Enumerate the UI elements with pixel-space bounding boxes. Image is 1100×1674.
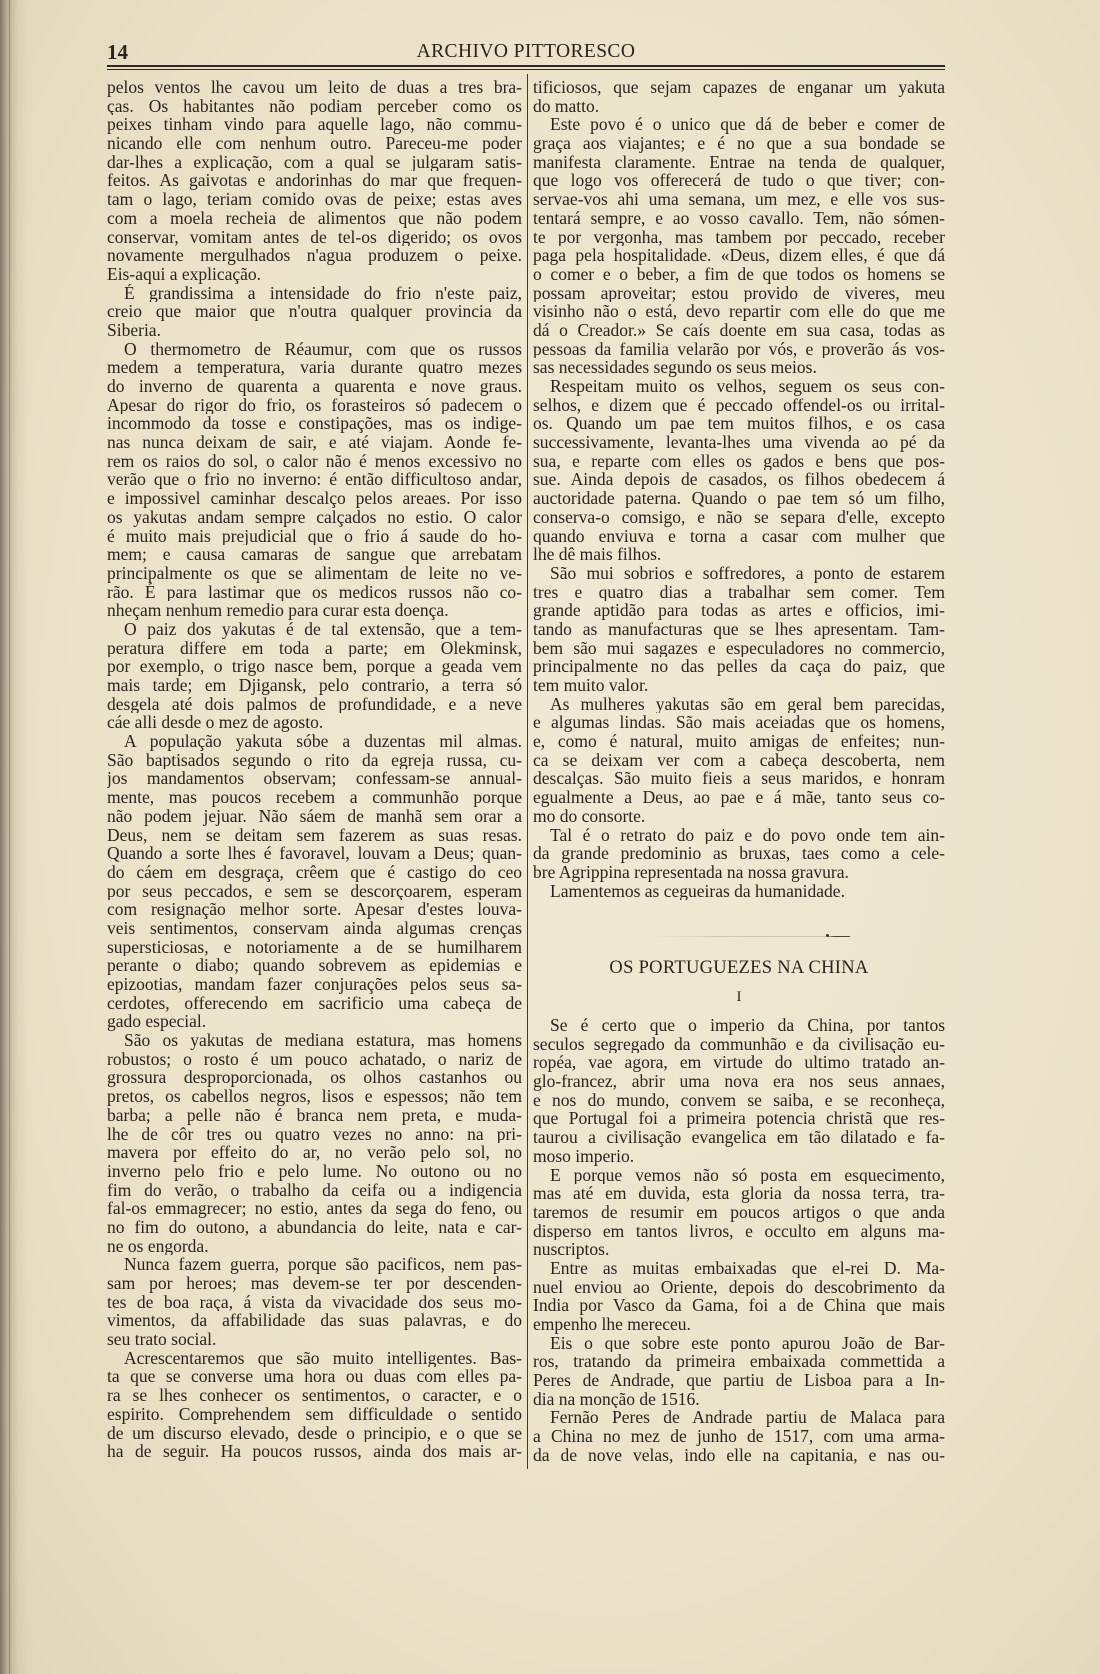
text-line: Eis-aqui a explicação. <box>107 264 262 284</box>
text-line: Deus, nem se deitam sem fazerem as suas resas. <box>107 825 522 845</box>
text-line: dar-lhes a explicação, com a qual se julgaram satis- <box>107 152 522 172</box>
text-line: do matto. <box>533 96 600 116</box>
text-line: dá o Creador.» Se caís doente em sua casa, todas as <box>533 320 945 340</box>
text-line: cerdotes, offerecendo em sacrificio uma cabeça de <box>107 993 522 1013</box>
text-line: India por Vasco da Gama, foi a de China que mais <box>533 1296 945 1315</box>
text-line: tando as manufacturas que se lhes apresentam. Tam- <box>533 619 945 639</box>
text-line: taremos de resumir em poucos artigos o que anda <box>533 1202 945 1222</box>
text-line: auctoridade paterna. Quando o pae tem só um filho, <box>533 489 945 508</box>
text-line: manifesta claramente. Entrae na tenda de qualquer, <box>533 152 945 172</box>
text-line: sam por heroes; mas devem-se ter por descenden- <box>107 1274 522 1293</box>
text-line: Siberia. <box>107 320 161 340</box>
running-title: ARCHIVO PITTORESCO <box>416 41 636 62</box>
text-line: não podem jejuar. Não sáem de manhã sem orar a <box>107 806 522 826</box>
paragraph <box>533 115 945 377</box>
text-line: e, como é natural, muito amigas de enfeites; nun- <box>533 732 945 751</box>
column-divider <box>527 74 528 1469</box>
paragraph <box>107 1349 522 1461</box>
text-line: egualmente a Deus, ao pae e á mãe, tanto seus co- <box>533 788 945 807</box>
text-line: conserva-o comsigo, e não se separa d'elle, excepto <box>533 507 945 527</box>
text-line: da de nove velas, indo elle na capitania, e nas ou- <box>533 1445 945 1465</box>
text-line: ne os engorda. <box>107 1236 209 1256</box>
text-line: tem muito valor. <box>533 676 649 695</box>
text-line: Tal é o retrato do paiz e do povo onde tem ain- <box>550 825 945 845</box>
text-line: Eis o que sobre este ponto apurou João de Bar- <box>550 1333 945 1353</box>
section-separator <box>650 936 850 937</box>
paragraph <box>107 340 522 620</box>
text-line: Peres de Andrade, que partiu de Lisboa para a In- <box>533 1371 945 1390</box>
text-line: incommodo da tosse e constipações, mas os indige- <box>107 414 522 434</box>
text-line: te por vergonha, mas tambem por peccado, receber <box>533 227 945 247</box>
paragraph <box>533 377 945 564</box>
text-line: a China no mez de junho de 1517, com uma arma- <box>533 1427 945 1446</box>
text-line: As mulheres yakutas são em geral bem parecidas, <box>550 694 945 714</box>
text-line: empenho lhe mereceu. <box>533 1315 691 1334</box>
text-line: graça aos viajantes; e é no que a sua bondade se <box>533 134 945 153</box>
text-line: possam aproveitar; estou provido de viveres, meu <box>533 283 945 303</box>
running-head <box>107 40 945 64</box>
article-body <box>533 1016 945 1465</box>
text-line: e impossivel caminhar descalço pelos areaes. Por isso <box>107 489 522 508</box>
text-line: medem a temperatura, varia durante quatro mezes <box>107 358 522 377</box>
page-number: 14 <box>107 40 128 64</box>
text-line: pessoas da familia velarão por vós, e proverão ás vos- <box>533 339 945 359</box>
text-line: pelos ventos lhe cavou um leito de duas a tres bra- <box>107 78 522 97</box>
text-line: cáe alli desde o mez de agosto. <box>107 713 324 733</box>
text-line: fim do verão, o trabalho da ceifa ou a indigencia <box>107 1180 522 1200</box>
text-line: rão. É para lastimar que os medicos russos não co- <box>107 582 522 602</box>
text-line: dia na monção de 1516. <box>533 1389 700 1409</box>
text-line: ra se lhes conhecer os sentimentos, o caracter, e o <box>107 1386 522 1405</box>
text-line: que Portugal foi a primeira potencia christã que res- <box>533 1109 945 1129</box>
paragraph <box>533 1016 945 1166</box>
text-line: São baptisados segundo o rito da egreja russa, cu- <box>107 750 522 770</box>
paragraph <box>533 1408 945 1464</box>
text-line: sue. Ainda depois de casados, os filhos obedecem á <box>533 470 945 490</box>
text-line: perante o diabo; quando sobrevem as epidemias e <box>107 956 522 975</box>
text-line: servae-vos ahi uma semana, um mez, e elle vos sus- <box>533 190 945 209</box>
text-line: nas nunca deixam de sair, e até viajam. Aonde fe- <box>107 433 522 452</box>
text-line: O thermometro de Réaumur, com que os russos <box>124 339 522 359</box>
text-line: epizootias, mandam fazer conjurações pelos seus sa- <box>107 975 522 994</box>
text-line: robustos; o rosto é um pouco achatado, o nariz de <box>107 1049 522 1069</box>
text-line: São os yakutas de mediana estatura, mas homens <box>124 1031 522 1050</box>
text-line: É grandissima a intensidade do frio n'este paiz, <box>124 283 522 303</box>
text-line: Se é certo que o imperio da China, por tantos <box>550 1016 945 1035</box>
text-line: tificiosos, que sejam capazes de enganar um yakuta <box>533 78 945 97</box>
text-line: creio que maior que n'outra qualquer provincia da <box>107 302 522 321</box>
text-line: glo-francez, abrir uma nova era nos seus annaes, <box>533 1072 945 1091</box>
text-line: descalças. São muito fieis a seus maridos, e honram <box>533 769 945 789</box>
text-line: Nunca fazem guerra, porque são pacificos, nem pas- <box>124 1255 522 1274</box>
paragraph <box>107 78 522 284</box>
text-line: nicando elle com nenhum outro. Pareceu-me poder <box>107 134 522 153</box>
text-line: quando enviuva e torna a casar com mulher que <box>533 526 945 546</box>
paragraph <box>533 78 945 115</box>
text-line: mais tarde; em Djigansk, pelo contrario, a terra só <box>107 676 522 695</box>
paragraph <box>107 620 522 732</box>
text-line: tres e quatro dias a trabalhar sem comer. Tem <box>533 582 945 602</box>
text-line: jos mandamentos observam; confessam-se annual- <box>107 769 522 789</box>
text-line: o comer e o beber, a fim de que todos os homens se <box>533 264 945 284</box>
text-line: feitos. As gaivotas e andorinhas do mar que frequen- <box>107 171 522 191</box>
text-line: inverno pelo frio e pelo lume. No outono ou no <box>107 1161 522 1181</box>
text-line: sas necessidades segundo os seus meios. <box>533 358 817 377</box>
text-line: no fim do outono, a abundancia do leite, nata e car- <box>107 1217 522 1237</box>
text-line: nuscriptos. <box>533 1240 610 1259</box>
paragraph <box>533 564 945 695</box>
text-line: mavera por effeito do ar, no verão pelo sol, no <box>107 1143 522 1162</box>
text-line: fal-os emmagrecer; no estio, antes da sega do feno, ou <box>107 1199 522 1218</box>
separator-ornament <box>826 934 829 937</box>
text-line: moso imperio. <box>533 1146 635 1166</box>
text-line: e algumas lindas. São mais aceiadas que os homens, <box>533 713 945 733</box>
text-line: barba; a pelle não é branca nem preta, e muda- <box>107 1105 522 1125</box>
text-line: principalmente no das pelles da caça do paiz, que <box>533 657 945 676</box>
article-title: OS PORTUGUEZES NA CHINA <box>609 958 869 978</box>
text-line: bre Agrippina representada na nossa gravura. <box>533 862 849 882</box>
text-line: vimentos, da affabilidade das suas palavras, e do <box>107 1311 522 1331</box>
text-line: gado especial. <box>107 1012 207 1032</box>
text-line: seculos segregado da communhão e da civilisação eu- <box>533 1034 945 1054</box>
text-line: ropéa, vae agora, em virtude do ultimo tratado an- <box>533 1053 945 1073</box>
text-line: os yakutas andam sempre calçados no estio. O calor <box>107 507 522 527</box>
text-line: bem são mui sagazes e especuladores no commercio, <box>533 638 945 658</box>
text-line: Apesar do rigor do frio, os forasteiros só padecem o <box>107 395 522 415</box>
text-line: espirito. Comprehendem sem difficuldade o sentido <box>107 1404 522 1424</box>
text-line: nheçam nenhum remedio para curar esta doença. <box>107 601 449 620</box>
text-line: mente, mas poucos recebem a communhão porque <box>107 788 522 807</box>
text-line: Quando a sorte lhes é favoravel, louvam a Deus; quan- <box>107 844 522 863</box>
text-line: grossura desproporcionada, os olhos castanhos ou <box>107 1068 522 1088</box>
text-line: supersticiosas, e notoriamente a de se humilharem <box>107 937 522 957</box>
text-line: por exemplo, o trigo nasce bem, porque a geada vem <box>107 657 522 676</box>
paragraph <box>107 1031 522 1255</box>
text-line: lhe dê mais filhos. <box>533 545 662 564</box>
text-line: principalmente os que se alimentam de leite no ve- <box>107 563 522 583</box>
text-line: selhos, e dizem que é peccado offendel-os ou irrital- <box>533 395 945 415</box>
article-section-number: I <box>736 989 742 1005</box>
text-line: de um discurso elevado, desde o principio, e o que se <box>107 1423 522 1443</box>
paragraph <box>533 1259 945 1334</box>
paragraph <box>533 1334 945 1409</box>
text-line: verão que o frio no inverno: é então difficultoso andar, <box>107 470 522 490</box>
header-rule <box>107 65 945 70</box>
text-line: São mui sobrios e soffredores, a ponto de estarem <box>550 563 945 583</box>
text-line: com a moela recheia de alimentos que não podem <box>107 208 522 228</box>
text-line: conservar, vomitam antes de tel-os digerido; os ovos <box>107 227 522 247</box>
text-line: grande aptidão para todas as artes e officios, imi- <box>533 601 945 620</box>
right-column <box>533 78 945 900</box>
text-line: ha de seguir. Ha poucos russos, ainda dos mais ar- <box>107 1442 522 1461</box>
text-line: O paiz dos yakutas é de tal extensão, que a tem- <box>124 619 522 639</box>
text-line: tentará sempre, e ao vosso cavallo. Tem, não sómen- <box>533 208 945 228</box>
text-line: pretos, os cabellos negros, lisos e espessos; não tem <box>107 1087 522 1106</box>
text-line: por seus peccados, e sem se descorçoarem, esperam <box>107 881 522 901</box>
text-line: Entre as muitas embaixadas que el-rei D. Ma- <box>550 1258 945 1278</box>
text-line: é muito mais prejudicial que o frio á saude do ho- <box>107 526 522 546</box>
text-line: novamente mergulhados n'agua produzem o peixe. <box>107 246 522 265</box>
text-line: peixes tinham vindo para aquelle lago, não commu- <box>107 115 522 135</box>
text-line: que logo vos offerecerá de tudo o que tiver; con- <box>533 171 945 191</box>
text-line: successivamente, levanta-lhes uma vivenda ao pé da <box>533 433 945 452</box>
text-line: taurou a civilisação evangelica em tão dilatado e fa- <box>533 1128 945 1147</box>
paragraph <box>107 732 522 1031</box>
text-line: do cáem em desgraça, crêem que é castigo do ceo <box>107 862 522 882</box>
text-line: Fernão Peres de Andrade partiu de Malaca para <box>550 1408 945 1428</box>
text-line: visinho não o está, devo repartir com elle do que me <box>533 302 945 321</box>
text-line: ta que se converse uma hora ou duas com elles pa- <box>107 1367 522 1387</box>
paragraph <box>107 284 522 340</box>
text-line: Lamentemos as cegueiras da humanidade. <box>550 881 845 901</box>
text-line: tes de boa raça, á vista da vivacidade dos seus mo- <box>107 1292 522 1312</box>
text-line: desgela até dois palmos de profundidade, e a neve <box>107 694 522 714</box>
text-line: Respeitam muito os velhos, seguem os seus con- <box>550 377 945 396</box>
text-line: peratura differe em toda a parte; em Olekminsk, <box>107 638 522 658</box>
text-line: tam o lago, teriam comido ovas de peixe; estas aves <box>107 190 522 209</box>
paragraph <box>533 1166 945 1259</box>
left-column <box>107 78 522 1461</box>
text-line: sua, e reparte com elles os gados e bens que pos- <box>533 451 945 471</box>
text-line: ças. Os habitantes não podiam perceber como os <box>107 96 522 116</box>
text-line: rem os raios do sol, o calor não é menos excessivo no <box>107 451 522 471</box>
binding-shadow <box>9 0 10 1674</box>
text-line: seu trato social. <box>107 1330 217 1349</box>
text-line: A população yakuta sóbe a duzentas mil almas. <box>124 732 522 751</box>
text-line: do inverno de quarenta a quarenta e nove graus. <box>107 377 522 396</box>
text-line: com resignação melhor sorte. Apesar d'estes louva- <box>107 900 522 919</box>
text-line: veis sentimentos, conservam ainda algumas crenças <box>107 918 522 938</box>
text-line: mas até em duvida, esta gloria da nossa terra, tra- <box>533 1184 945 1203</box>
text-line: mem; e causa camaras de sangue que arrebatam <box>107 545 522 564</box>
paragraph <box>107 1255 522 1348</box>
text-line: Acrescentaremos que são muito intelligentes. Bas- <box>124 1348 522 1368</box>
text-line: Este povo é o unico que dá de beber e comer de <box>550 115 945 135</box>
paragraph <box>533 695 945 826</box>
text-line: disperso em tantos livros, e occulto em alguns ma- <box>533 1221 945 1241</box>
text-line: os. Quando um pae tem muitos filhos, e os casa <box>533 414 945 434</box>
paragraph <box>533 882 945 901</box>
text-line: E porque vemos não só posta em esquecimento, <box>550 1165 945 1185</box>
text-line: lhe de côr tres ou quatro vezes no anno: na pri- <box>107 1124 522 1144</box>
text-line: paga pela hospitalidade. «Deus, dizem elles, é que dá <box>533 246 945 265</box>
text-line: ros, tratando da primeira embaixada commettida a <box>533 1352 945 1372</box>
paragraph <box>533 826 945 882</box>
text-line: da grande predominio as bruxas, taes como a cele- <box>533 844 945 863</box>
text-line: e nos do mundo, convem se saiba, e se reconheça, <box>533 1090 945 1110</box>
text-line: mo do consorte. <box>533 806 646 826</box>
text-line: nuel enviou ao Oriente, depois do descobrimento da <box>533 1277 945 1297</box>
text-line: ca se deixam ver com a cabeça descoberta, nem <box>533 750 945 770</box>
